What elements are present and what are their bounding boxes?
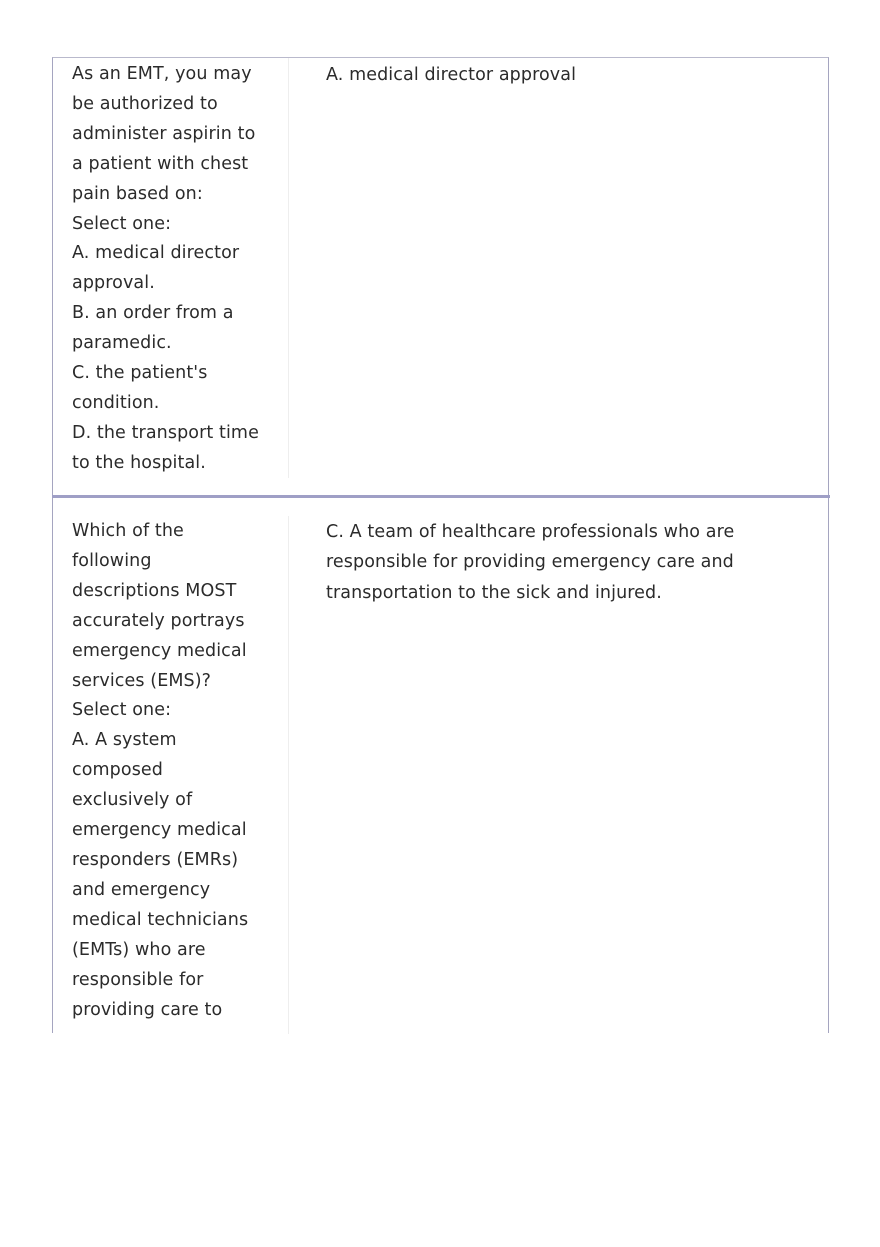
question-line: a patient with chest	[72, 153, 249, 174]
question-line: As an EMT, you may	[72, 64, 252, 84]
question-cell	[72, 517, 262, 1025]
question-line: responsible for	[72, 969, 204, 990]
question-line: C. the patient's	[72, 363, 208, 384]
question-line: pain based on:	[72, 183, 203, 204]
answer-line: transportation to the sick and injured.	[326, 582, 662, 603]
question-line: responders (EMRs)	[72, 849, 239, 870]
question-line: services (EMS)?	[72, 670, 212, 691]
question-line: Select one:	[72, 213, 172, 234]
question-line: (EMTs) who are	[72, 939, 206, 960]
table-row	[53, 58, 828, 495]
answer-line: C. A team of healthcare professionals who are	[326, 522, 735, 542]
question-line: approval.	[72, 273, 155, 294]
question-line: exclusively of	[72, 790, 193, 811]
answer-line: responsible for providing emergency care and	[326, 552, 734, 573]
question-line: B. an order from a	[72, 303, 234, 324]
question-line: be authorized to	[72, 93, 218, 114]
question-line: following	[72, 550, 152, 571]
question-line: administer aspirin to	[72, 123, 256, 144]
question-line: D. the transport time	[72, 422, 259, 443]
question-line: Which of the	[72, 521, 184, 541]
column-divider	[288, 58, 289, 478]
question-line: descriptions MOST	[72, 580, 237, 601]
question-line: paramedic.	[72, 333, 172, 354]
question-line: and emergency	[72, 879, 211, 900]
question-line: A. medical director	[72, 243, 240, 264]
question-line: medical technicians	[72, 909, 249, 930]
question-line: to the hospital.	[72, 452, 206, 473]
answer-cell	[326, 517, 746, 608]
qa-table	[52, 57, 829, 1033]
column-divider	[288, 516, 289, 1034]
answer-cell	[326, 60, 746, 90]
question-line: providing care to	[72, 999, 223, 1020]
question-line: Select one:	[72, 700, 172, 721]
answer-line: A. medical director approval	[326, 65, 577, 85]
question-line: emergency medical	[72, 640, 247, 661]
question-line: A. A system	[72, 730, 177, 751]
question-cell	[72, 60, 262, 479]
question-line: emergency medical	[72, 820, 247, 841]
question-line: composed	[72, 760, 163, 781]
question-line: accurately portrays	[72, 610, 245, 631]
question-line: condition.	[72, 392, 160, 413]
table-row	[53, 498, 828, 1034]
